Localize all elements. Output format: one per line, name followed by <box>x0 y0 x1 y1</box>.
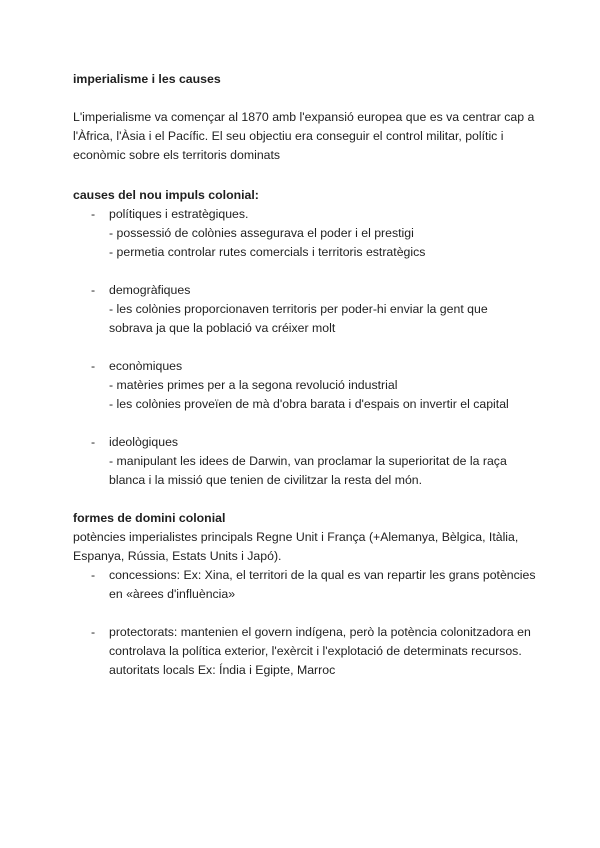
cause-item-political <box>109 205 539 262</box>
cause-detail: - manipulant les idees de Darwin, van proclamar la superioritat de la raça <box>109 454 507 468</box>
form-line: protectorats: mantenien el govern indígena, però la potència colonitzadora en <box>109 625 531 639</box>
form-item-protectorates <box>109 623 539 680</box>
forms-intro-line: Espanya, Rússia, Estats Units i Japó). <box>73 549 282 563</box>
forms-intro-line: potències imperialistes principals Regne Unit i França (+Alemanya, Bèlgica, Itàlia, <box>73 530 519 544</box>
bullet-marker: - <box>91 207 96 221</box>
cause-detail: - matèries primes per a la segona revolució industrial <box>109 378 398 392</box>
forms-intro-paragraph <box>73 528 543 566</box>
intro-line: l'Àfrica, l'Àsia i el Pacífic. El seu objectiu era conseguir el control militar, polític i <box>73 129 504 143</box>
intro-line: econòmic sobre els territoris dominats <box>73 148 281 162</box>
cause-label: polítiques i estratègiques. <box>109 207 249 221</box>
cause-detail: - les colònies proveïen de mà d'obra barata i d'espais on invertir el capital <box>109 397 509 411</box>
form-item-concessions <box>109 566 539 604</box>
cause-detail: - permetia controlar rutes comercials i territoris estratègics <box>109 245 426 259</box>
causes-heading: causes del nou impuls colonial: <box>73 188 259 202</box>
cause-item-ideological <box>109 433 539 490</box>
forms-heading: formes de domini colonial <box>73 511 226 525</box>
cause-item-economic <box>109 357 539 414</box>
form-line: controlava la política exterior, l'exèrcit i l'explotació de determinats recursos. <box>109 644 522 658</box>
bullet-marker: - <box>91 359 96 373</box>
cause-label: ideològiques <box>109 435 179 449</box>
cause-detail: - les colònies proporcionaven territoris per poder-hi enviar la gent que <box>109 302 488 316</box>
cause-label: demogràfiques <box>109 283 191 297</box>
cause-label: econòmiques <box>109 359 183 373</box>
bullet-marker: - <box>91 625 96 639</box>
intro-line: L'imperialisme va començar al 1870 amb l'expansió europea que es va centrar cap a <box>73 110 535 124</box>
bullet-marker: - <box>91 283 96 297</box>
page-title: imperialisme i les causes <box>73 72 221 86</box>
intro-paragraph <box>73 108 543 165</box>
bullet-marker: - <box>91 568 96 582</box>
cause-item-demographic <box>109 281 539 338</box>
cause-detail: - possessió de colònies assegurava el poder i el prestigi <box>109 226 414 240</box>
form-line: concessions: Ex: Xina, el territori de la qual es van repartir les grans potències <box>109 568 536 582</box>
cause-detail: sobrava ja que la població va créixer molt <box>109 321 336 335</box>
form-line: en «àrees d'influència» <box>109 587 236 601</box>
cause-detail: blanca i la missió que tenien de civilitzar la resta del món. <box>109 473 423 487</box>
bullet-marker: - <box>91 435 96 449</box>
form-line: autoritats locals Ex: Índia i Egipte, Marroc <box>109 663 336 677</box>
